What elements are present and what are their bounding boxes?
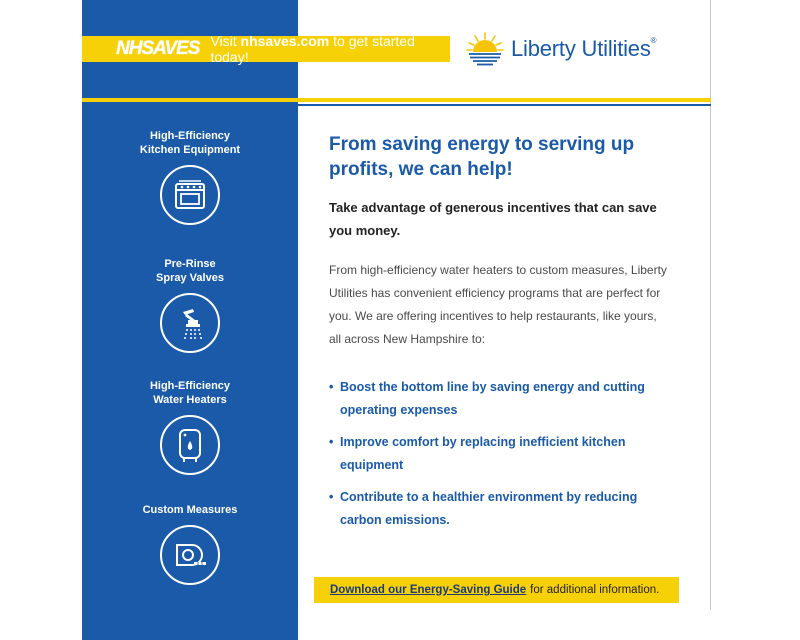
footer-bar: [314, 577, 679, 603]
liberty-utilities-logo[interactable]: [465, 30, 656, 68]
sidebar-item-label: Pre-Rinse Spray Valves: [156, 258, 224, 284]
sidebar-item-kitchen-equipment: [82, 129, 298, 225]
tape-measure-icon: [160, 525, 220, 585]
oven-icon: [160, 165, 220, 225]
container-edge-divider: [710, 0, 711, 610]
main-headline: From saving energy to serving up profits, we can help!: [329, 134, 635, 180]
nhsaves-logo: NHSAVES: [116, 38, 200, 59]
email-container: [82, 0, 711, 640]
download-guide-link[interactable]: Download our Energy-Saving Guide: [330, 584, 527, 596]
visit-prefix: Visit: [210, 33, 241, 49]
sidebar-item-label: High-Efficiency Water Heaters: [149, 380, 231, 406]
spray-valve-icon: [160, 293, 220, 353]
list-item: • Contribute to a healthier environment by reducing carbon emissions.: [329, 486, 669, 532]
brand-name: [511, 36, 656, 62]
water-heater-icon: [160, 415, 220, 475]
visit-suffix: to get started today!: [210, 33, 415, 65]
main-body-text: From high-efficiency water heaters to custom measures, Liberty Utilities has convenient efficiency programs that are perfect for you. We are offering incentives to help restaurants, like yours, all across New Hampshire to:: [329, 263, 667, 346]
sidebar-item-water-heaters: [82, 379, 298, 475]
registered-mark: ®: [650, 36, 657, 45]
sidebar-item-custom-measures: [82, 503, 298, 585]
footer-rest-text: for additional information.: [530, 584, 660, 596]
sidebar-item-label: Custom Measures: [142, 504, 238, 516]
nhsaves-banner[interactable]: [82, 33, 450, 65]
sidebar-item-label: High-Efficiency Kitchen Equipment: [139, 130, 241, 156]
list-item: • Improve comfort by replacing inefficient kitchen equipment: [329, 431, 669, 477]
benefits-list: [329, 376, 669, 541]
sun-logo-icon: [465, 30, 505, 68]
nhsaves-link[interactable]: nhsaves.com: [240, 33, 330, 49]
sidebar-item-spray-valves: [82, 257, 298, 353]
header-divider-blue: [298, 104, 711, 106]
list-item: • Boost the bottom line by saving energy and cutting operating expenses: [329, 376, 669, 422]
header-divider-yellow: [82, 98, 711, 102]
nhsaves-visit-text: [210, 33, 450, 65]
main-subhead: Take advantage of generous incentives that can save you money.: [329, 200, 657, 238]
brand-name-text: Liberty Utilities: [511, 36, 651, 61]
